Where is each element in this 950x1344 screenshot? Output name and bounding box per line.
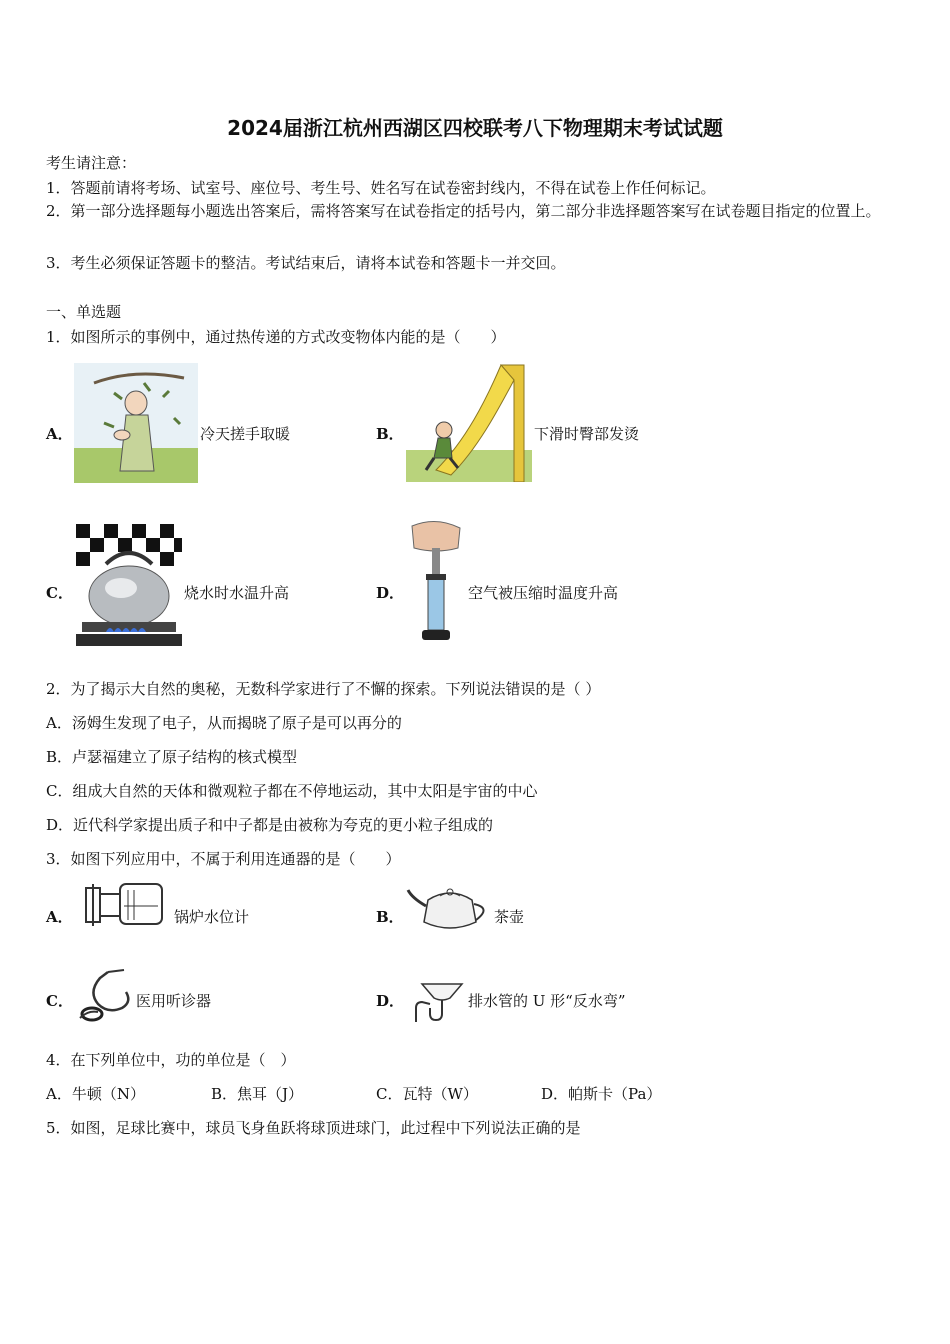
air-pump-image [406,518,466,646]
q3-option-d-letter[interactable]: D． [376,992,405,1010]
q1-option-b-caption: 下滑时臀部发烫 [534,425,640,443]
q1-option-d-letter[interactable]: D． [376,584,405,602]
q4-option-d[interactable]: D．帕斯卡（Pa） [541,1085,662,1103]
stethoscope-image [78,968,134,1024]
q1-option-b-letter[interactable]: B． [376,425,404,443]
notice-heading: 考生请注意： [46,154,137,172]
u-trap-drain-image [406,978,466,1024]
q3-option-c-letter[interactable]: C． [46,992,73,1010]
q4-option-c[interactable]: C．瓦特（W） [376,1085,478,1103]
q3-option-b-caption: 茶壶 [494,908,525,926]
question-1-stem: 1．如图所示的事例中，通过热传递的方式改变物体内能的是（ ） [46,328,506,346]
slide-image [406,360,532,482]
q1-option-a-caption: 冷天搓手取暖 [200,425,291,443]
teapot-image [406,884,494,934]
q2-option-b[interactable]: B．卢瑟福建立了原子结构的核式模型 [46,748,298,766]
q1-option-c-caption: 烧水时水温升高 [184,584,290,602]
q3-option-a-letter[interactable]: A． [46,908,73,926]
rubbing-hands-image [74,363,198,483]
question-2-stem: 2．为了揭示大自然的奥秘，无数科学家进行了不懈的探索。下列说法错误的是（ ） [46,680,601,698]
q3-option-d-caption: 排水管的 U 形“反水弯” [468,992,626,1010]
section-heading: 一、单选题 [46,303,122,321]
page-title: 2024届浙江杭州西湖区四校联考八下物理期末考试试题 [227,116,723,140]
q1-option-d-caption: 空气被压缩时温度升高 [468,584,619,602]
question-5-stem: 5．如图，足球比赛中，球员飞身鱼跃将球顶进球门，此过程中下列说法正确的是 [46,1119,581,1137]
q1-option-a-letter[interactable]: A． [46,425,73,443]
q2-option-a[interactable]: A．汤姆生发现了电子，从而揭晓了原子是可以再分的 [46,714,402,732]
q3-option-a-caption: 锅炉水位计 [174,908,250,926]
q4-option-a[interactable]: A．牛顿（N） [46,1085,145,1103]
kettle-image [76,524,182,646]
notice-item: 3．考生必须保证答题卡的整洁。考试结束后，请将本试卷和答题卡一并交回。 [46,254,566,272]
q4-option-b[interactable]: B．焦耳（J） [211,1085,304,1103]
notice-item: 1．答题前请将考场、试室号、座位号、考生号、姓名写在试卷密封线内，不得在试卷上作任何标记。 [46,179,716,197]
q2-option-d[interactable]: D．近代科学家提出质子和中子都是由被称为夸克的更小粒子组成的 [46,816,494,834]
q2-option-c[interactable]: C．组成大自然的天体和微观粒子都在不停地运动，其中太阳是宇宙的中心 [46,782,538,800]
boiler-gauge-image [84,880,166,930]
q3-option-c-caption: 医用听诊器 [136,992,212,1010]
question-3-stem: 3．如图下列应用中，不属于利用连通器的是（ ） [46,850,401,868]
notice-item: 2．第一部分选择题每小题选出答案后，需将答案写在试卷指定的括号内，第二部分非选择题答案写在试卷题目指定的位置上。 [46,202,881,220]
q1-option-c-letter[interactable]: C． [46,584,73,602]
question-4-stem: 4．在下列单位中，功的单位是（ ） [46,1051,296,1069]
q3-option-b-letter[interactable]: B． [376,908,404,926]
